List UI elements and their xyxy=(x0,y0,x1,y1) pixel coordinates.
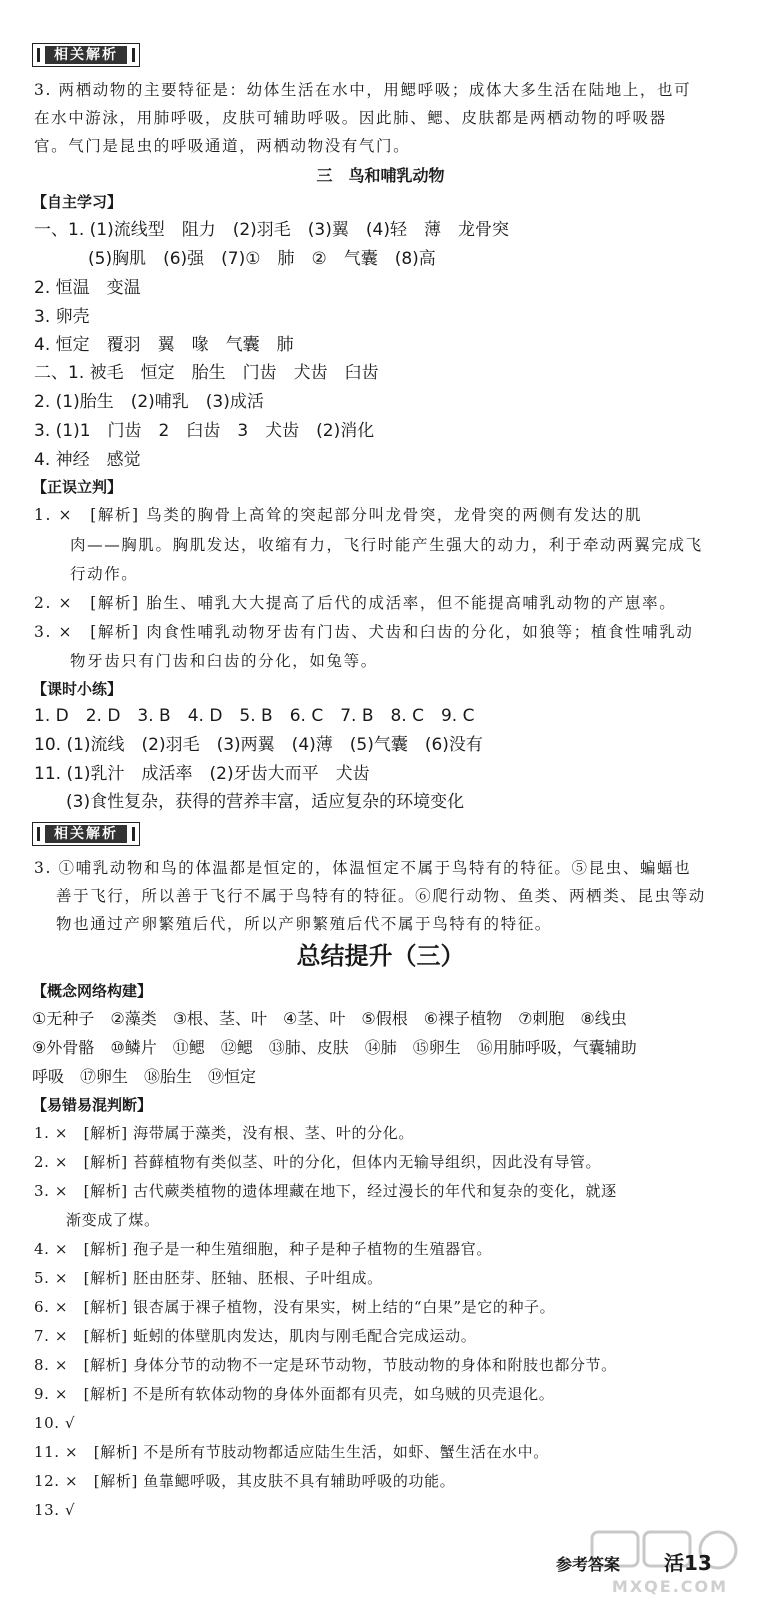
svg-text:MXQE.COM: MXQE.COM xyxy=(611,1577,729,1596)
self-study-heading: 【自主学习】 xyxy=(32,193,123,211)
analysis-line: 7. × [解析] 蚯蚓的体壁肌肉发达，肌肉与刚毛配合完成运动。 xyxy=(34,1327,477,1345)
analysis-line: 物也通过产卵繁殖后代，所以产卵繁殖后代不属于鸟特有的特征。 xyxy=(56,915,552,933)
answer-line: ⑨外骨骼 ⑩鳞片 ⑪鳃 ⑫鳃 ⑬肺、皮肤 ⑭肺 ⑮卵生 ⑯用肺呼吸，气囊辅助 xyxy=(32,1038,637,1057)
answer-line: 11. (1)乳汁 成活率 (2)牙齿大而平 犬齿 xyxy=(34,764,370,784)
analysis-line: 3. × [解析] 古代蕨类植物的遗体埋藏在地下，经过漫长的年代和复杂的变化，就逐 xyxy=(34,1182,617,1200)
footer-label: 参考答案 xyxy=(556,1555,621,1574)
answer-line: 2. (1)胎生 (2)哺乳 (3)成活 xyxy=(34,392,264,412)
analysis-line: 11. × [解析] 不是所有节肢动物都适应陆生生活，如虾、蟹生活在水中。 xyxy=(34,1443,549,1461)
answer-line: 3. 卵壳 xyxy=(34,307,90,327)
analysis-line: 3. 两栖动物的主要特征是：幼体生活在水中，用鳃呼吸；成体大多生活在陆地上，也可 xyxy=(34,81,692,99)
answer-line: 1. D 2. D 3. B 4. D 5. B 6. C 7. B 8. C 9. C xyxy=(34,706,475,726)
analysis-line: 12. × [解析] 鱼靠鳃呼吸，其皮肤不具有辅助呼吸的功能。 xyxy=(34,1472,456,1490)
analysis-line: 在水中游泳，用肺呼吸，皮肤可辅助呼吸。因此肺、鳃、皮肤都是两栖动物的呼吸器 xyxy=(34,109,667,127)
analysis-line: 官。气门是昆虫的呼吸通道，两栖动物没有气门。 xyxy=(34,137,411,155)
analysis-line: 9. × [解析] 不是所有软体动物的身体外面都有贝壳，如乌贼的贝壳退化。 xyxy=(34,1385,555,1403)
analysis-line: 5. × [解析] 胚由胚芽、胚轴、胚根、子叶组成。 xyxy=(34,1269,383,1287)
analysis-line: 渐变成了煤。 xyxy=(66,1211,160,1229)
analysis-line: 行动作。 xyxy=(70,565,139,583)
answer-line: (3)食性复杂，获得的营养丰富，适应复杂的环境变化 xyxy=(66,792,465,812)
analysis-line: 2. × [解析] 苔藓植物有类似茎、叶的分化，但体内无输导组织，因此没有导管。 xyxy=(34,1153,602,1171)
analysis-line: 1. × [解析] 鸟类的胸骨上高耸的突起部分叫龙骨突，龙骨突的两侧有发达的肌 xyxy=(34,506,643,524)
answer-line: 3. (1)1 门齿 2 臼齿 3 犬齿 (2)消化 xyxy=(34,421,375,441)
answer-line: 4. 神经 感觉 xyxy=(34,450,141,470)
answer-line: 一、1. (1)流线型 阻力 (2)羽毛 (3)翼 (4)轻 薄 龙骨突 xyxy=(34,220,509,240)
answer-line: 10. (1)流线 (2)羽毛 (3)两翼 (4)薄 (5)气囊 (6)没有 xyxy=(34,735,483,755)
analysis-line: 4. × [解析] 孢子是一种生殖细胞，种子是种子植物的生殖器官。 xyxy=(34,1240,492,1258)
concept-network-heading: 【概念网络构建】 xyxy=(32,982,153,1000)
related-analysis-label: 相关解析 xyxy=(45,46,127,64)
analysis-line: 善于飞行，所以善于飞行不属于鸟特有的特征。⑥爬行动物、鱼类、两栖类、昆虫等动 xyxy=(56,887,706,905)
answer-line: ①无种子 ②藻类 ③根、茎、叶 ④茎、叶 ⑤假根 ⑥裸子植物 ⑦刺胞 ⑧线虫 xyxy=(32,1009,627,1028)
analysis-line: 8. × [解析] 身体分节的动物不一定是环节动物，节肢动物的身体和附肢也都分节。 xyxy=(34,1356,617,1374)
error-judgment-heading: 【易错易混判断】 xyxy=(32,1096,153,1114)
true-false-heading: 【正误立判】 xyxy=(32,478,123,496)
analysis-line: 10. √ xyxy=(34,1414,76,1432)
analysis-line: 6. × [解析] 银杏属于裸子植物，没有果实，树上结的“白果”是它的种子。 xyxy=(34,1298,556,1316)
answer-line: 2. 恒温 变温 xyxy=(34,278,141,298)
analysis-line: 肉——胸肌。胸肌发达，收缩有力，飞行时能产生强大的动力，利于牵动两翼完成飞 xyxy=(70,536,703,554)
analysis-line: 物牙齿只有门齿和臼齿的分化，如兔等。 xyxy=(70,652,378,670)
answer-line: 4. 恒定 覆羽 翼 喙 气囊 肺 xyxy=(34,335,294,355)
analysis-line: 1. × [解析] 海带属于藻类，没有根、茎、叶的分化。 xyxy=(34,1124,414,1142)
answer-line: 二、1. 被毛 恒定 胎生 门齿 犬齿 臼齿 xyxy=(34,363,379,383)
answer-line: (5)胸肌 (6)强 (7)① 肺 ② 气囊 (8)高 xyxy=(88,249,436,269)
chapter-title: 三 鸟和哺乳动物 xyxy=(316,166,445,185)
analysis-line: 13. √ xyxy=(34,1501,76,1519)
summary-title: 总结提升（三） xyxy=(296,942,465,970)
analysis-line: 2. × [解析] 胎生、哺乳大大提高了后代的成活率，但不能提高哺乳动物的产崽率。 xyxy=(34,594,677,612)
related-analysis-label: 相关解析 xyxy=(45,825,127,843)
analysis-line: 3. × [解析] 肉食性哺乳动物牙齿有门齿、犬齿和臼齿的分化，如狼等；植食性哺乳动 xyxy=(34,623,694,641)
related-analysis-tag xyxy=(32,822,140,846)
analysis-line: 3. ①哺乳动物和鸟的体温都是恒定的，体温恒定不属于鸟特有的特征。⑤昆虫、蝙蝠也 xyxy=(34,859,692,877)
related-analysis-tag xyxy=(32,43,140,67)
practice-heading: 【课时小练】 xyxy=(32,680,123,698)
answer-line: 呼吸 ⑰卵生 ⑱胎生 ⑲恒定 xyxy=(32,1067,257,1086)
page-number: 活13 xyxy=(664,1551,712,1575)
